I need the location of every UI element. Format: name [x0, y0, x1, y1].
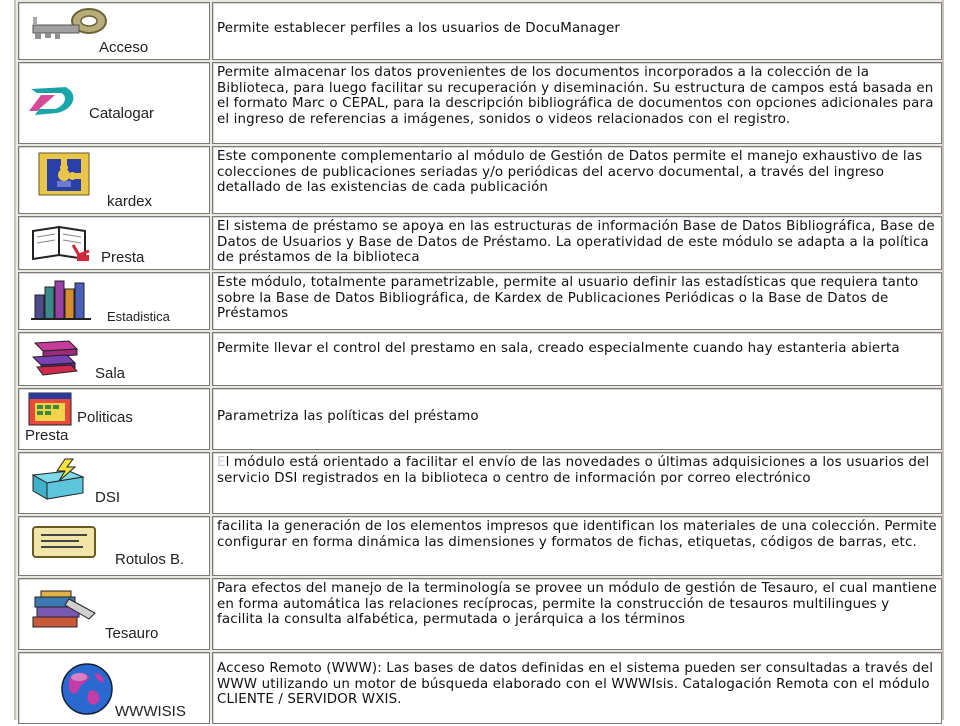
module-description — [212, 146, 942, 214]
description-text: Este componente complementario al módulo de Gestión de Datos permite el manejo exhaustivo de las colecciones de publicaciones seriadas y/o periódicas del acervo documental, a través del ingreso detallado de las existencias de cada publicación — [217, 149, 923, 196]
module-description — [212, 332, 942, 386]
module-icon-cell — [18, 216, 210, 270]
globe-icon — [59, 661, 115, 717]
module-label: Rotulos B. — [115, 551, 185, 568]
description-text: l módulo está orientado a facilitar el envío de las novedades o últimas adquisiciones a los usuarios del servicio DSI registrados en la biblioteca o centro de información por correo electrónico — [217, 455, 930, 486]
module-icon-cell — [18, 332, 210, 386]
description-text: Para efectos del manejo de la terminología se provee un módulo de gestión de Tesauro, el cual mantiene en forma automática las relaciones recíprocas, permite la construcción de tesauros multilingues y facilita la consulta alfabética, permutada o jerárquica a los términos — [217, 581, 937, 628]
module-description — [212, 516, 942, 576]
key-icon — [29, 7, 109, 43]
books-stack-icon — [29, 337, 91, 379]
label-tag-icon — [29, 523, 99, 563]
module-label: Sala — [95, 365, 126, 382]
description-text: Permite establecer perfiles a los usuarios de DocuManager — [217, 21, 620, 36]
page-margin — [946, 0, 960, 720]
module-icon-cell — [18, 452, 210, 514]
module-description — [212, 272, 942, 330]
description-text: facilita la generación de los elementos impresos que identifican los materiales de una colección. Permite configurar en forma dinámica las dimensiones y formatos de fichas, etiquetas, códigos de barras, etc. — [217, 519, 937, 550]
module-label: Tesauro — [105, 625, 159, 642]
description-text: Permite almacenar los datos provenientes de los documentos incorporados a la colección de la Biblioteca, para luego facilitar su recuperación y diseminación. Su estructura de campos está basada en el formato Marc o CEPAL, para la descripción bibliográfica de documentos con opciones adicionales para el ingreso de referencias a imágenes, sonidos o videos relacionados con el registro. — [217, 65, 934, 127]
table-row — [18, 388, 942, 450]
module-icon-cell — [18, 146, 210, 214]
description-initial: E — [217, 455, 226, 470]
thesaurus-books-icon — [29, 589, 99, 635]
module-label-line2: Presta — [25, 427, 69, 444]
catalog-logo-icon — [27, 81, 77, 121]
description-text: El sistema de préstamo se apoya en las estructuras de información Base de Datos Bibliográfica, Base de Datos de Usuarios y Base de Datos de Préstamo. La operatividad de este módulo se adapta a la política de préstamos de la biblioteca — [217, 219, 935, 266]
module-label-line1: Politicas — [77, 409, 133, 426]
module-icon-cell — [18, 652, 210, 724]
table-row — [18, 146, 942, 214]
open-book-icon — [29, 221, 95, 265]
table-row — [18, 578, 942, 650]
module-description — [212, 2, 942, 60]
module-icon-cell — [18, 2, 210, 60]
module-label: WWWISIS — [115, 703, 186, 720]
description-text: Permite llevar el control del prestamo en sala, creado especialmente cuando hay estanteria abierta — [217, 341, 900, 356]
table-row — [18, 332, 942, 386]
table-row — [18, 272, 942, 330]
module-icon-cell — [18, 578, 210, 650]
table-row — [18, 452, 942, 514]
module-description — [212, 652, 942, 724]
puzzle-icon — [37, 151, 91, 197]
table-row — [18, 62, 942, 144]
table-row — [18, 2, 942, 60]
module-icon-cell — [18, 272, 210, 330]
module-label: DSI — [95, 489, 121, 506]
module-label: Acceso — [99, 39, 149, 56]
module-description — [212, 216, 942, 270]
module-label: kardex — [107, 193, 153, 210]
module-label: Estadistica — [107, 309, 170, 324]
description-text: Este módulo, totalmente parametrizable, permite al usuario definir las estadísticas que requiera tanto sobre la Base de Datos Bibliográfica, de Kardex de Publicaciones Periódicas o la Base de Datos de Préstamos — [217, 275, 919, 322]
module-description — [212, 388, 942, 450]
lightning-box-icon — [29, 457, 93, 501]
module-description — [212, 452, 942, 514]
module-description — [212, 578, 942, 650]
table-row — [18, 216, 942, 270]
description-text: Acceso Remoto (WWW): Las bases de datos definidas en el sistema pueden ser consultadas a través del WWW utilizando un motor de búsqueda elaborado con el WWWIsis. Catalogación Remota con el módulo CLIENTE / SERVIDOR WXIS. — [217, 661, 934, 708]
calendar-window-icon — [27, 391, 75, 427]
table-row — [18, 516, 942, 576]
module-icon-cell — [18, 388, 210, 450]
module-icon-cell — [18, 516, 210, 576]
bar-chart-icon — [29, 277, 99, 323]
module-label: Presta — [101, 249, 145, 266]
module-label: Catalogar — [89, 105, 155, 122]
modules-table — [16, 0, 944, 726]
module-icon-cell — [18, 62, 210, 144]
module-description — [212, 62, 942, 144]
description-text: Parametriza las políticas del préstamo — [217, 409, 479, 424]
table-row — [18, 652, 942, 724]
